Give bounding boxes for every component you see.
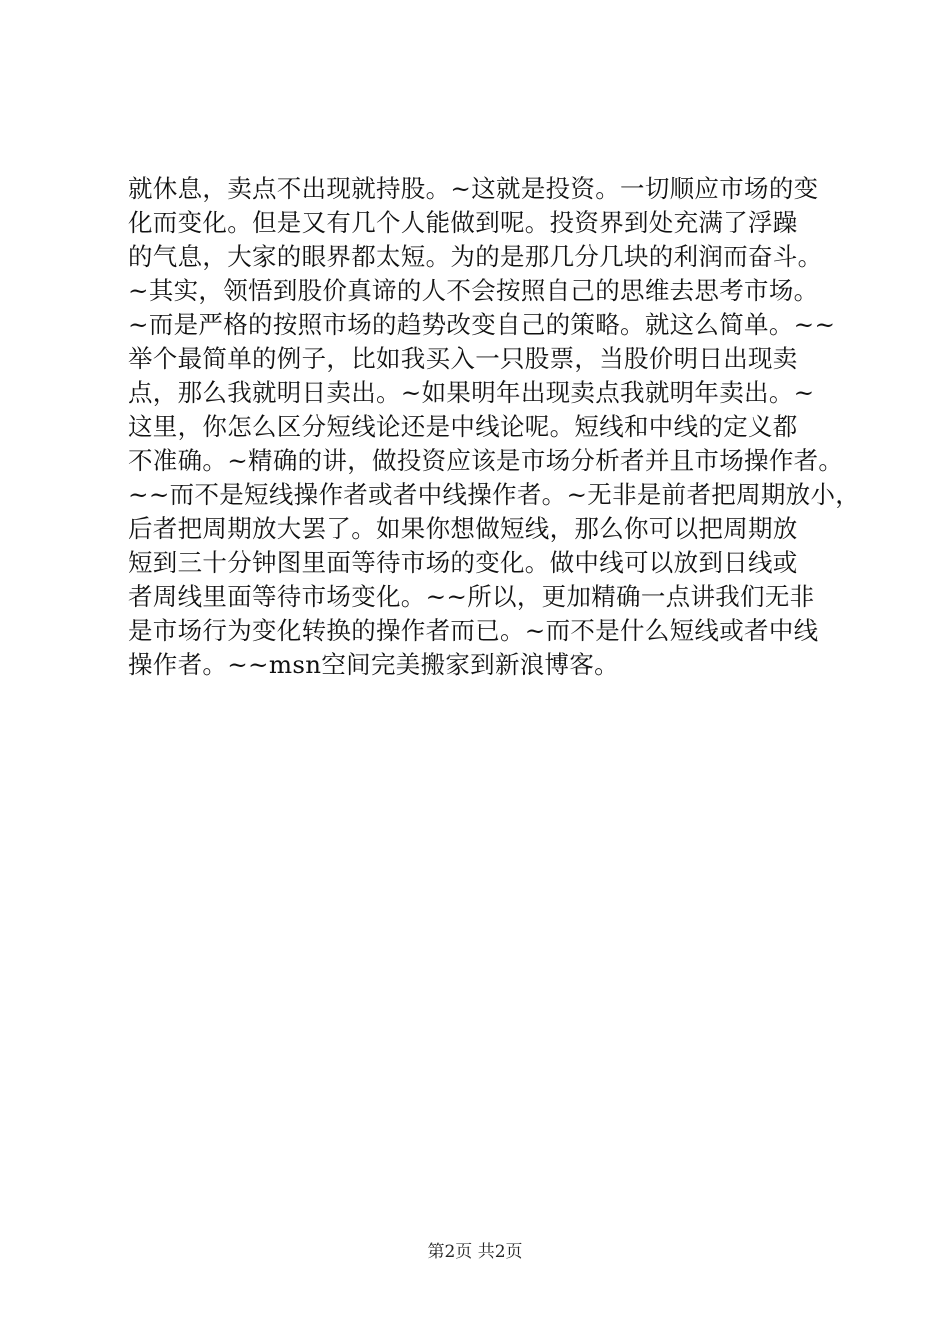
text-line: ~~而不是短线操作者或者中线操作者。~无非是前者把周期放小，: [128, 480, 861, 509]
text-line: ~其实，领悟到股价真谛的人不会按照自己的思维去思考市场。: [128, 276, 819, 305]
text-line: 者周线里面等待市场变化。~~所以，更加精确一点讲我们无非: [128, 582, 815, 611]
text-line: 是市场行为变化转换的操作者而已。~而不是什么短线或者中线: [128, 616, 819, 645]
text-line: 这里，你怎么区分短线论还是中线论呢。短线和中线的定义都: [128, 412, 798, 441]
text-line: 操作者。~~msn空间完美搬家到新浪博客。: [128, 650, 619, 679]
text-line: 就休息，卖点不出现就持股。~这就是投资。一切顺应市场的变: [128, 174, 819, 203]
text-line: 的气息，大家的眼界都太短。为的是那几分几块的利润而奋斗。: [128, 242, 823, 271]
text-line: 化而变化。但是又有几个人能做到呢。投资界到处充满了浮躁: [128, 208, 798, 237]
text-line: 后者把周期放大罢了。如果你想做短线，那么你可以把周期放: [128, 514, 798, 543]
text-line: 不准确。~精确的讲，做投资应该是市场分析者并且市场操作者。: [128, 446, 844, 475]
text-line: 短到三十分钟图里面等待市场的变化。做中线可以放到日线或: [128, 548, 798, 577]
body-paragraph: [128, 172, 861, 682]
text-line: ~而是严格的按照市场的趋势改变自己的策略。就这么简单。~~: [128, 310, 836, 339]
text-line: 举个最简单的例子，比如我买入一只股票，当股价明日出现卖: [128, 344, 798, 373]
page-number-footer: 第2页 共2页: [427, 1242, 523, 1262]
text-line: 点，那么我就明日卖出。~如果明年出现卖点我就明年卖出。~: [128, 378, 815, 407]
